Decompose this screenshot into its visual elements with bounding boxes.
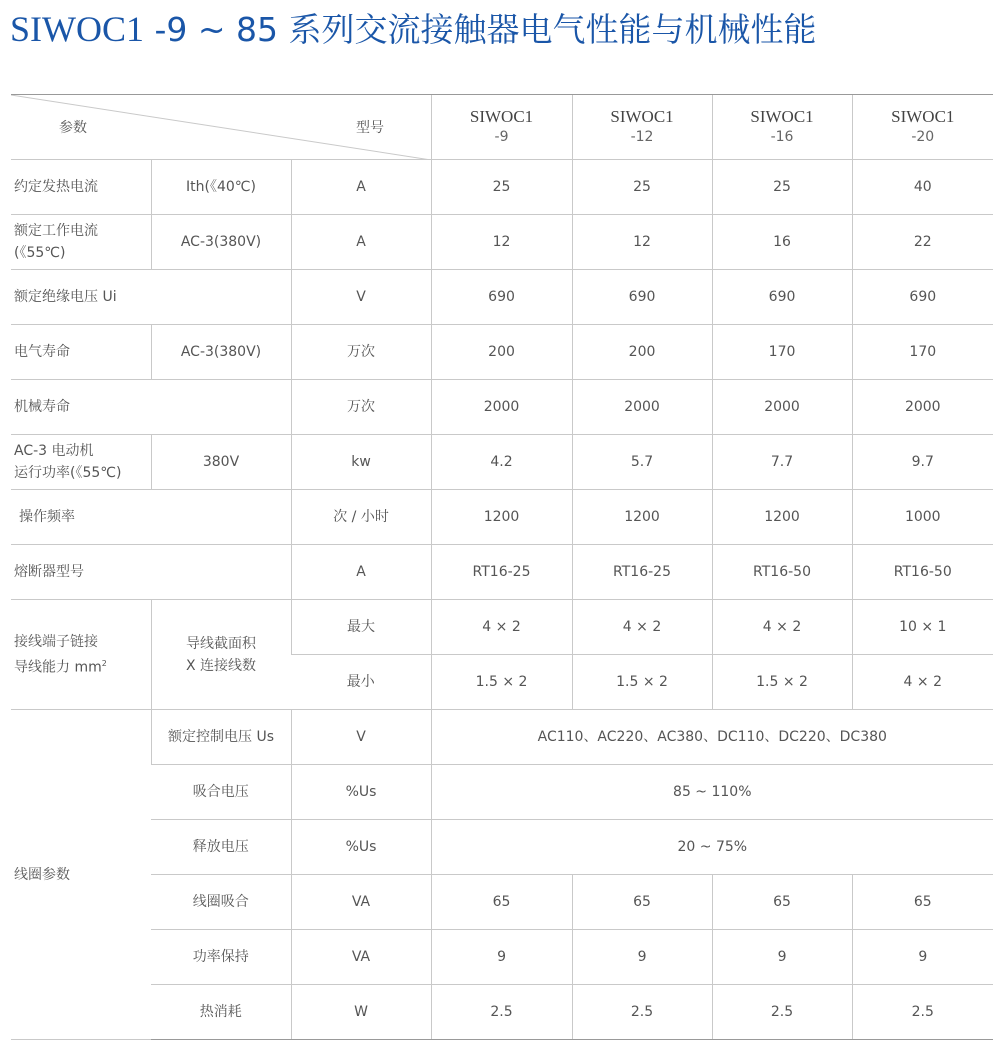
- row-unit: A: [291, 215, 431, 270]
- value-cell: 1.5 × 2: [431, 655, 572, 710]
- model-header: SIWOC1 -16: [712, 95, 852, 160]
- value-cell: 9.7: [852, 435, 993, 490]
- value-cell: 4 × 2: [712, 600, 852, 655]
- table-row: [11, 820, 993, 875]
- row-condition: 额定控制电压 Us: [151, 710, 291, 765]
- value-cell: 1200: [572, 490, 712, 545]
- row-label: 电气寿命: [11, 325, 151, 380]
- value-cell: 5.7: [572, 435, 712, 490]
- row-condition: 功率保持: [151, 930, 291, 985]
- value-cell: 4 × 2: [431, 600, 572, 655]
- row-unit: V: [291, 270, 431, 325]
- table-row: [11, 490, 993, 545]
- value-cell: 1.5 × 2: [712, 655, 852, 710]
- value-cell: 22: [852, 215, 993, 270]
- table-row: [11, 160, 993, 215]
- value-cell: 690: [572, 270, 712, 325]
- model-header: SIWOC1 -20: [852, 95, 993, 160]
- value-cell: 65: [852, 875, 993, 930]
- row-unit: VA: [291, 875, 431, 930]
- row-condition: AC-3(380V): [151, 325, 291, 380]
- value-cell: 12: [431, 215, 572, 270]
- value-cell: 20 ~ 75%: [431, 820, 993, 875]
- row-condition: Ith(《40℃): [151, 160, 291, 215]
- value-cell: RT16-50: [712, 545, 852, 600]
- value-cell: 65: [712, 875, 852, 930]
- row-condition: 线圈吸合: [151, 875, 291, 930]
- value-cell: AC110、AC220、AC380、DC110、DC220、DC380: [431, 710, 993, 765]
- table-row: [11, 875, 993, 930]
- table-row: [11, 930, 993, 985]
- row-unit: VA: [291, 930, 431, 985]
- row-unit: W: [291, 985, 431, 1040]
- value-cell: 1000: [852, 490, 993, 545]
- value-cell: 1200: [712, 490, 852, 545]
- title-model: SIWOC1: [10, 9, 144, 49]
- table-row: [11, 215, 993, 270]
- table-row: [11, 435, 993, 490]
- value-cell: 2.5: [431, 985, 572, 1040]
- value-cell: 25: [572, 160, 712, 215]
- value-cell: 170: [852, 325, 993, 380]
- value-cell: 1.5 × 2: [572, 655, 712, 710]
- value-cell: 85 ~ 110%: [431, 765, 993, 820]
- row-unit: A: [291, 545, 431, 600]
- table-row: [11, 325, 993, 380]
- row-unit: A: [291, 160, 431, 215]
- table-row: [11, 380, 993, 435]
- value-cell: 9: [431, 930, 572, 985]
- row-label: 额定工作电流 (《55℃): [11, 215, 151, 270]
- value-cell: 9: [712, 930, 852, 985]
- table-row: [11, 600, 993, 655]
- header-row: [11, 95, 993, 160]
- model-header: SIWOC1 -12: [572, 95, 712, 160]
- value-cell: RT16-50: [852, 545, 993, 600]
- value-cell: 2000: [431, 380, 572, 435]
- table-row: [11, 545, 993, 600]
- value-cell: 65: [572, 875, 712, 930]
- row-unit: 最小: [291, 655, 431, 710]
- row-condition: AC-3(380V): [151, 215, 291, 270]
- value-cell: 25: [431, 160, 572, 215]
- row-label: 接线端子链接 导线能力 $mm^2$: [11, 600, 151, 710]
- value-cell: 170: [712, 325, 852, 380]
- header-corner-cell: [11, 95, 431, 160]
- value-cell: 2000: [712, 380, 852, 435]
- row-condition: 热消耗: [151, 985, 291, 1040]
- value-cell: 4.2: [431, 435, 572, 490]
- value-cell: 200: [572, 325, 712, 380]
- value-cell: 25: [712, 160, 852, 215]
- table-row: [11, 270, 993, 325]
- value-cell: 4 × 2: [852, 655, 993, 710]
- row-unit: 万次: [291, 380, 431, 435]
- value-cell: 200: [431, 325, 572, 380]
- table-row: [11, 985, 993, 1040]
- model-header: SIWOC1 -9: [431, 95, 572, 160]
- value-cell: 12: [572, 215, 712, 270]
- value-cell: 9: [572, 930, 712, 985]
- row-unit: 最大: [291, 600, 431, 655]
- row-unit: 万次: [291, 325, 431, 380]
- page-title: [10, 4, 817, 51]
- value-cell: 690: [852, 270, 993, 325]
- table-row: [11, 765, 993, 820]
- value-cell: 7.7: [712, 435, 852, 490]
- value-cell: 65: [431, 875, 572, 930]
- value-cell: 690: [712, 270, 852, 325]
- row-condition: 吸合电压: [151, 765, 291, 820]
- row-unit: %Us: [291, 820, 431, 875]
- row-unit: V: [291, 710, 431, 765]
- row-label: 约定发热电流: [11, 160, 151, 215]
- value-cell: 16: [712, 215, 852, 270]
- row-condition: 导线截面积 X 连接线数: [151, 600, 291, 710]
- model-label: 型号: [356, 120, 384, 136]
- row-condition: 380V: [151, 435, 291, 490]
- row-label: 熔断器型号: [11, 545, 291, 600]
- title-text: -9 ~ 85 系列交流接触器电气性能与机械性能: [144, 10, 817, 49]
- value-cell: 690: [431, 270, 572, 325]
- value-cell: 10 × 1: [852, 600, 993, 655]
- table-row: [11, 710, 993, 765]
- row-unit: %Us: [291, 765, 431, 820]
- value-cell: 2.5: [572, 985, 712, 1040]
- param-label: 参数: [59, 120, 87, 136]
- value-cell: 40: [852, 160, 993, 215]
- row-unit: 次 / 小时: [291, 490, 431, 545]
- value-cell: 1200: [431, 490, 572, 545]
- value-cell: 2000: [572, 380, 712, 435]
- row-unit: kw: [291, 435, 431, 490]
- row-label: 机械寿命: [11, 380, 291, 435]
- value-cell: 4 × 2: [572, 600, 712, 655]
- value-cell: 2000: [852, 380, 993, 435]
- spec-table: [11, 94, 993, 1040]
- row-label: AC-3 电动机 运行功率(《55℃): [11, 435, 151, 490]
- value-cell: 2.5: [712, 985, 852, 1040]
- row-label: 额定绝缘电压 Ui: [11, 270, 291, 325]
- row-condition: 释放电压: [151, 820, 291, 875]
- value-cell: RT16-25: [572, 545, 712, 600]
- row-label: 操作频率: [11, 490, 291, 545]
- row-label: 线圈参数: [11, 710, 151, 1040]
- value-cell: 9: [852, 930, 993, 985]
- value-cell: 2.5: [852, 985, 993, 1040]
- value-cell: RT16-25: [431, 545, 572, 600]
